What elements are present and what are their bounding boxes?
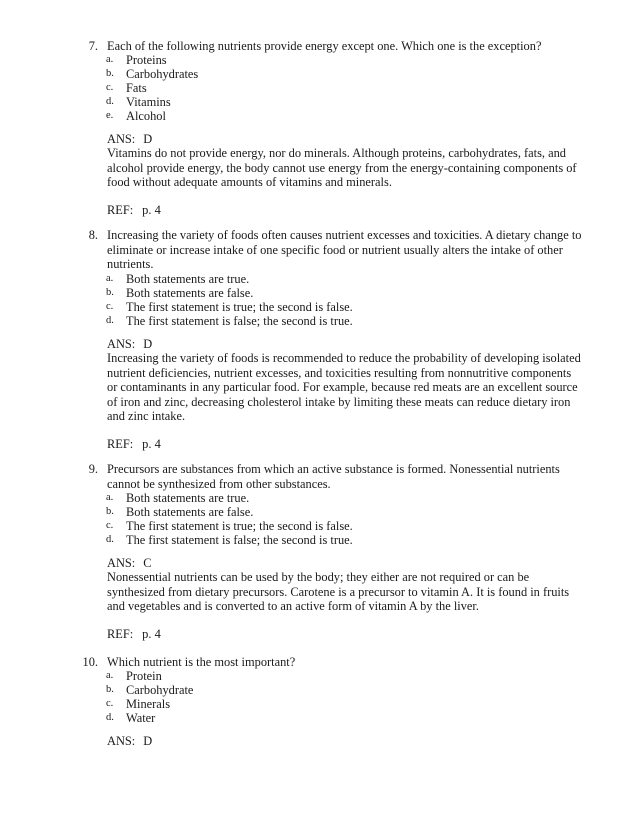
choice	[106, 683, 576, 697]
choice-text: The first statement is true; the second is false.	[126, 300, 353, 314]
choice-text: The first statement is false; the second is true.	[126, 314, 353, 328]
reference-label: REF:	[107, 437, 134, 451]
choice-text: Water	[126, 711, 156, 725]
choice	[106, 300, 576, 314]
choice	[106, 669, 576, 683]
reference-line	[107, 203, 161, 218]
choice-text: Fats	[126, 81, 147, 95]
choice-letter: d.	[106, 315, 114, 326]
answer-value: D	[143, 132, 153, 146]
reference-label: REF:	[107, 627, 134, 641]
answer-value: C	[143, 556, 152, 570]
choice-letter: b.	[106, 506, 114, 517]
choice-text: Carbohydrates	[126, 67, 199, 81]
choice-letter: a.	[106, 492, 114, 503]
question-number: 7.	[88, 39, 98, 53]
answer-label: ANS:	[107, 337, 136, 351]
answer-label: ANS:	[107, 556, 136, 570]
question-number: 10.	[82, 655, 98, 669]
choice-text: Proteins	[126, 53, 167, 67]
rationale: Nonessential nutrients can be used by the body; they either are not required or can be synthesized from dietary precursors. Carotene is a precursor to vitamin A. It is found in fruits and vegetables and is converted to an active form of vitamin A by the liver.	[107, 570, 570, 614]
rationale: Vitamins do not provide energy, nor do minerals. Although proteins, carbohydrates, fats, and alcohol provide energy, the body cannot use energy from the energy-containing components of food without adequate amounts of vitamins and minerals.	[107, 146, 577, 190]
reference-value: p. 4	[142, 627, 161, 641]
choice	[106, 519, 576, 533]
choice	[106, 286, 576, 300]
choice-text: Vitamins	[126, 95, 171, 109]
choice	[106, 95, 576, 109]
choice-text: The first statement is false; the second is true.	[126, 533, 353, 547]
choice	[106, 53, 576, 67]
choice-letter: b.	[106, 287, 114, 298]
choice-letter: d.	[106, 534, 114, 545]
answer-line	[107, 556, 152, 571]
choice	[106, 272, 576, 286]
rationale: Increasing the variety of foods is recommended to reduce the probability of developing isolated nutrient deficiencies, nutrient excesses, and toxicities resulting from nonnutritive components or contaminants in any particular food. For example, because red meats are an excellent source of iron and zinc, decreasing cholesterol intake by limiting these meats can reduce dietary iron and zinc intake.	[107, 351, 581, 424]
choice-letter: b.	[106, 68, 114, 79]
choice	[106, 505, 576, 519]
choice-letter: c.	[106, 520, 114, 531]
choice	[106, 533, 576, 547]
choice-text: Alcohol	[126, 109, 166, 123]
choice-letter: c.	[106, 698, 114, 709]
question-number: 8.	[88, 228, 98, 242]
answer-line	[107, 734, 152, 749]
choice-letter: c.	[106, 301, 114, 312]
answer-line	[107, 132, 152, 147]
choice	[106, 109, 576, 123]
choice	[106, 711, 576, 725]
choice-letter: a.	[106, 670, 114, 681]
choice	[106, 314, 576, 328]
answer-label: ANS:	[107, 734, 136, 748]
question-text: Precursors are substances from which an active substance is formed. Nonessential nutrients cannot be synthesized from other substances.	[107, 462, 560, 491]
choice	[106, 697, 576, 711]
choice-text: Both statements are true.	[126, 272, 250, 286]
question-number: 9.	[88, 462, 98, 476]
reference-label: REF:	[107, 203, 134, 217]
choice-letter: e.	[106, 110, 114, 121]
choice	[106, 491, 576, 505]
reference-line	[107, 437, 161, 452]
question-text: Which nutrient is the most important?	[107, 655, 296, 669]
reference-line	[107, 627, 161, 642]
choice-letter: b.	[106, 684, 114, 695]
choice-letter: a.	[106, 54, 114, 65]
answer-value: D	[143, 734, 153, 748]
choice	[106, 81, 576, 95]
choice-letter: a.	[106, 273, 114, 284]
answer-value: D	[143, 337, 153, 351]
reference-value: p. 4	[142, 437, 161, 451]
choice	[106, 67, 576, 81]
choice-text: Protein	[126, 669, 162, 683]
choice-letter: d.	[106, 712, 114, 723]
choice-text: Both statements are false.	[126, 286, 254, 300]
choice-text: The first statement is true; the second is false.	[126, 519, 353, 533]
answer-line	[107, 337, 152, 352]
answer-label: ANS:	[107, 132, 136, 146]
choice-letter: c.	[106, 82, 114, 93]
choice-letter: d.	[106, 96, 114, 107]
choice-text: Carbohydrate	[126, 683, 194, 697]
choice-text: Both statements are false.	[126, 505, 254, 519]
choice-text: Both statements are true.	[126, 491, 250, 505]
reference-value: p. 4	[142, 203, 161, 217]
choice-text: Minerals	[126, 697, 171, 711]
question-text: Increasing the variety of foods often causes nutrient excesses and toxicities. A dietary change to eliminate or increase intake of one specific food or nutrient usually alters the intake of other nutrients.	[107, 228, 582, 272]
question-text: Each of the following nutrients provide energy except one. Which one is the exception?	[107, 39, 542, 53]
